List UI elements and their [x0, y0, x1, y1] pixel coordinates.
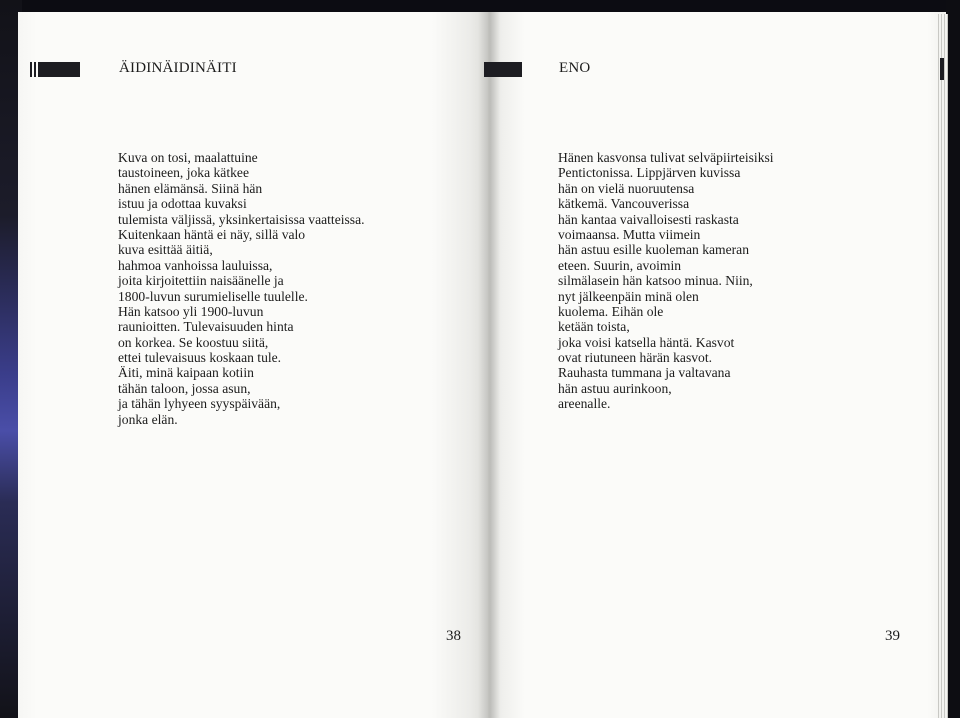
poem-line: 1800-luvun surumieliselle tuulelle. — [118, 288, 308, 304]
poem-line: ovat riutuneen härän kasvot. — [558, 350, 713, 366]
left-poem-text — [118, 150, 365, 427]
poem-line: eteen. Suurin, avoimin — [558, 257, 682, 273]
poem-line: hän astuu aurinkoon, — [558, 380, 672, 396]
poem-line: Kuitenkaan häntä ei näy, sillä valo — [118, 226, 306, 242]
poem-line: silmälasein hän katsoo minua. Niin, — [558, 273, 753, 289]
poem-line: nyt jälkeenpäin minä olen — [558, 288, 699, 304]
page-edges — [938, 14, 948, 718]
poem-line: hänen elämänsä. Siinä hän — [118, 180, 263, 196]
right-page-number: 39 — [885, 628, 900, 644]
poem-line: raunioitten. Tulevaisuuden hinta — [118, 319, 294, 335]
poem-line: joita kirjoitettiin naisäänelle ja — [118, 273, 284, 289]
poem-line: Äiti, minä kaipaan kotiin — [118, 365, 254, 381]
poem-line: ketään toista, — [558, 319, 630, 335]
poem-line: ettei tulevaisuus koskaan tule. — [118, 350, 282, 366]
poem-line: hän on vielä nuoruutensa — [558, 180, 695, 196]
poem-line: kuva esittää äitiä, — [118, 242, 213, 258]
poem-line: hän astuu esille kuoleman kameran — [558, 242, 750, 258]
poem-line: Pentictonissa. Lippjärven kuvissa — [558, 165, 741, 181]
poem-line: hahmoa vanhoissa lauluissa, — [118, 257, 273, 273]
poem-line: ja tähän lyhyeen syyspäivään, — [118, 396, 281, 412]
right-heading-marker — [484, 62, 522, 77]
scan-background-right — [946, 0, 960, 718]
poem-line: tähän taloon, jossa asun, — [118, 380, 251, 396]
right-poem-text — [558, 150, 774, 412]
poem-line: on korkea. Se koostuu siitä, — [118, 334, 269, 350]
left-heading-marker — [38, 62, 80, 77]
poem-line: Hänen kasvonsa tulivat selväpiirteisiksi — [558, 150, 774, 165]
poem-line: kuolema. Eihän ole — [558, 303, 664, 319]
right-poem-title: ENO — [559, 60, 591, 76]
poem-line: voimaansa. Mutta viimein — [558, 226, 701, 242]
poem-line: areenalle. — [558, 396, 611, 412]
poem-line: kätkemä. Vancouverissa — [558, 196, 690, 212]
poem-line: Kuva on tosi, maalattuine — [118, 150, 258, 165]
poem-line: Rauhasta tummana ja valtavana — [558, 365, 731, 381]
right-edge-marker — [940, 58, 944, 80]
poem-line: istuu ja odottaa kuvaksi — [118, 196, 247, 212]
book-gutter — [478, 12, 500, 718]
poem-line: taustoineen, joka kätkee — [118, 165, 249, 181]
poem-line: Hän katsoo yli 1900-luvun — [118, 303, 264, 319]
poem-line: tulemista väljissä, yksinkertaisissa vaatteissa. — [118, 211, 365, 227]
poem-line: joka voisi katsella häntä. Kasvot — [558, 334, 735, 350]
left-page-number: 38 — [446, 628, 461, 644]
left-poem-title: ÄIDINÄIDINÄITI — [119, 60, 237, 76]
poem-line: hän kantaa vaivalloisesti raskasta — [558, 211, 739, 227]
poem-line: jonka elän. — [118, 411, 178, 427]
